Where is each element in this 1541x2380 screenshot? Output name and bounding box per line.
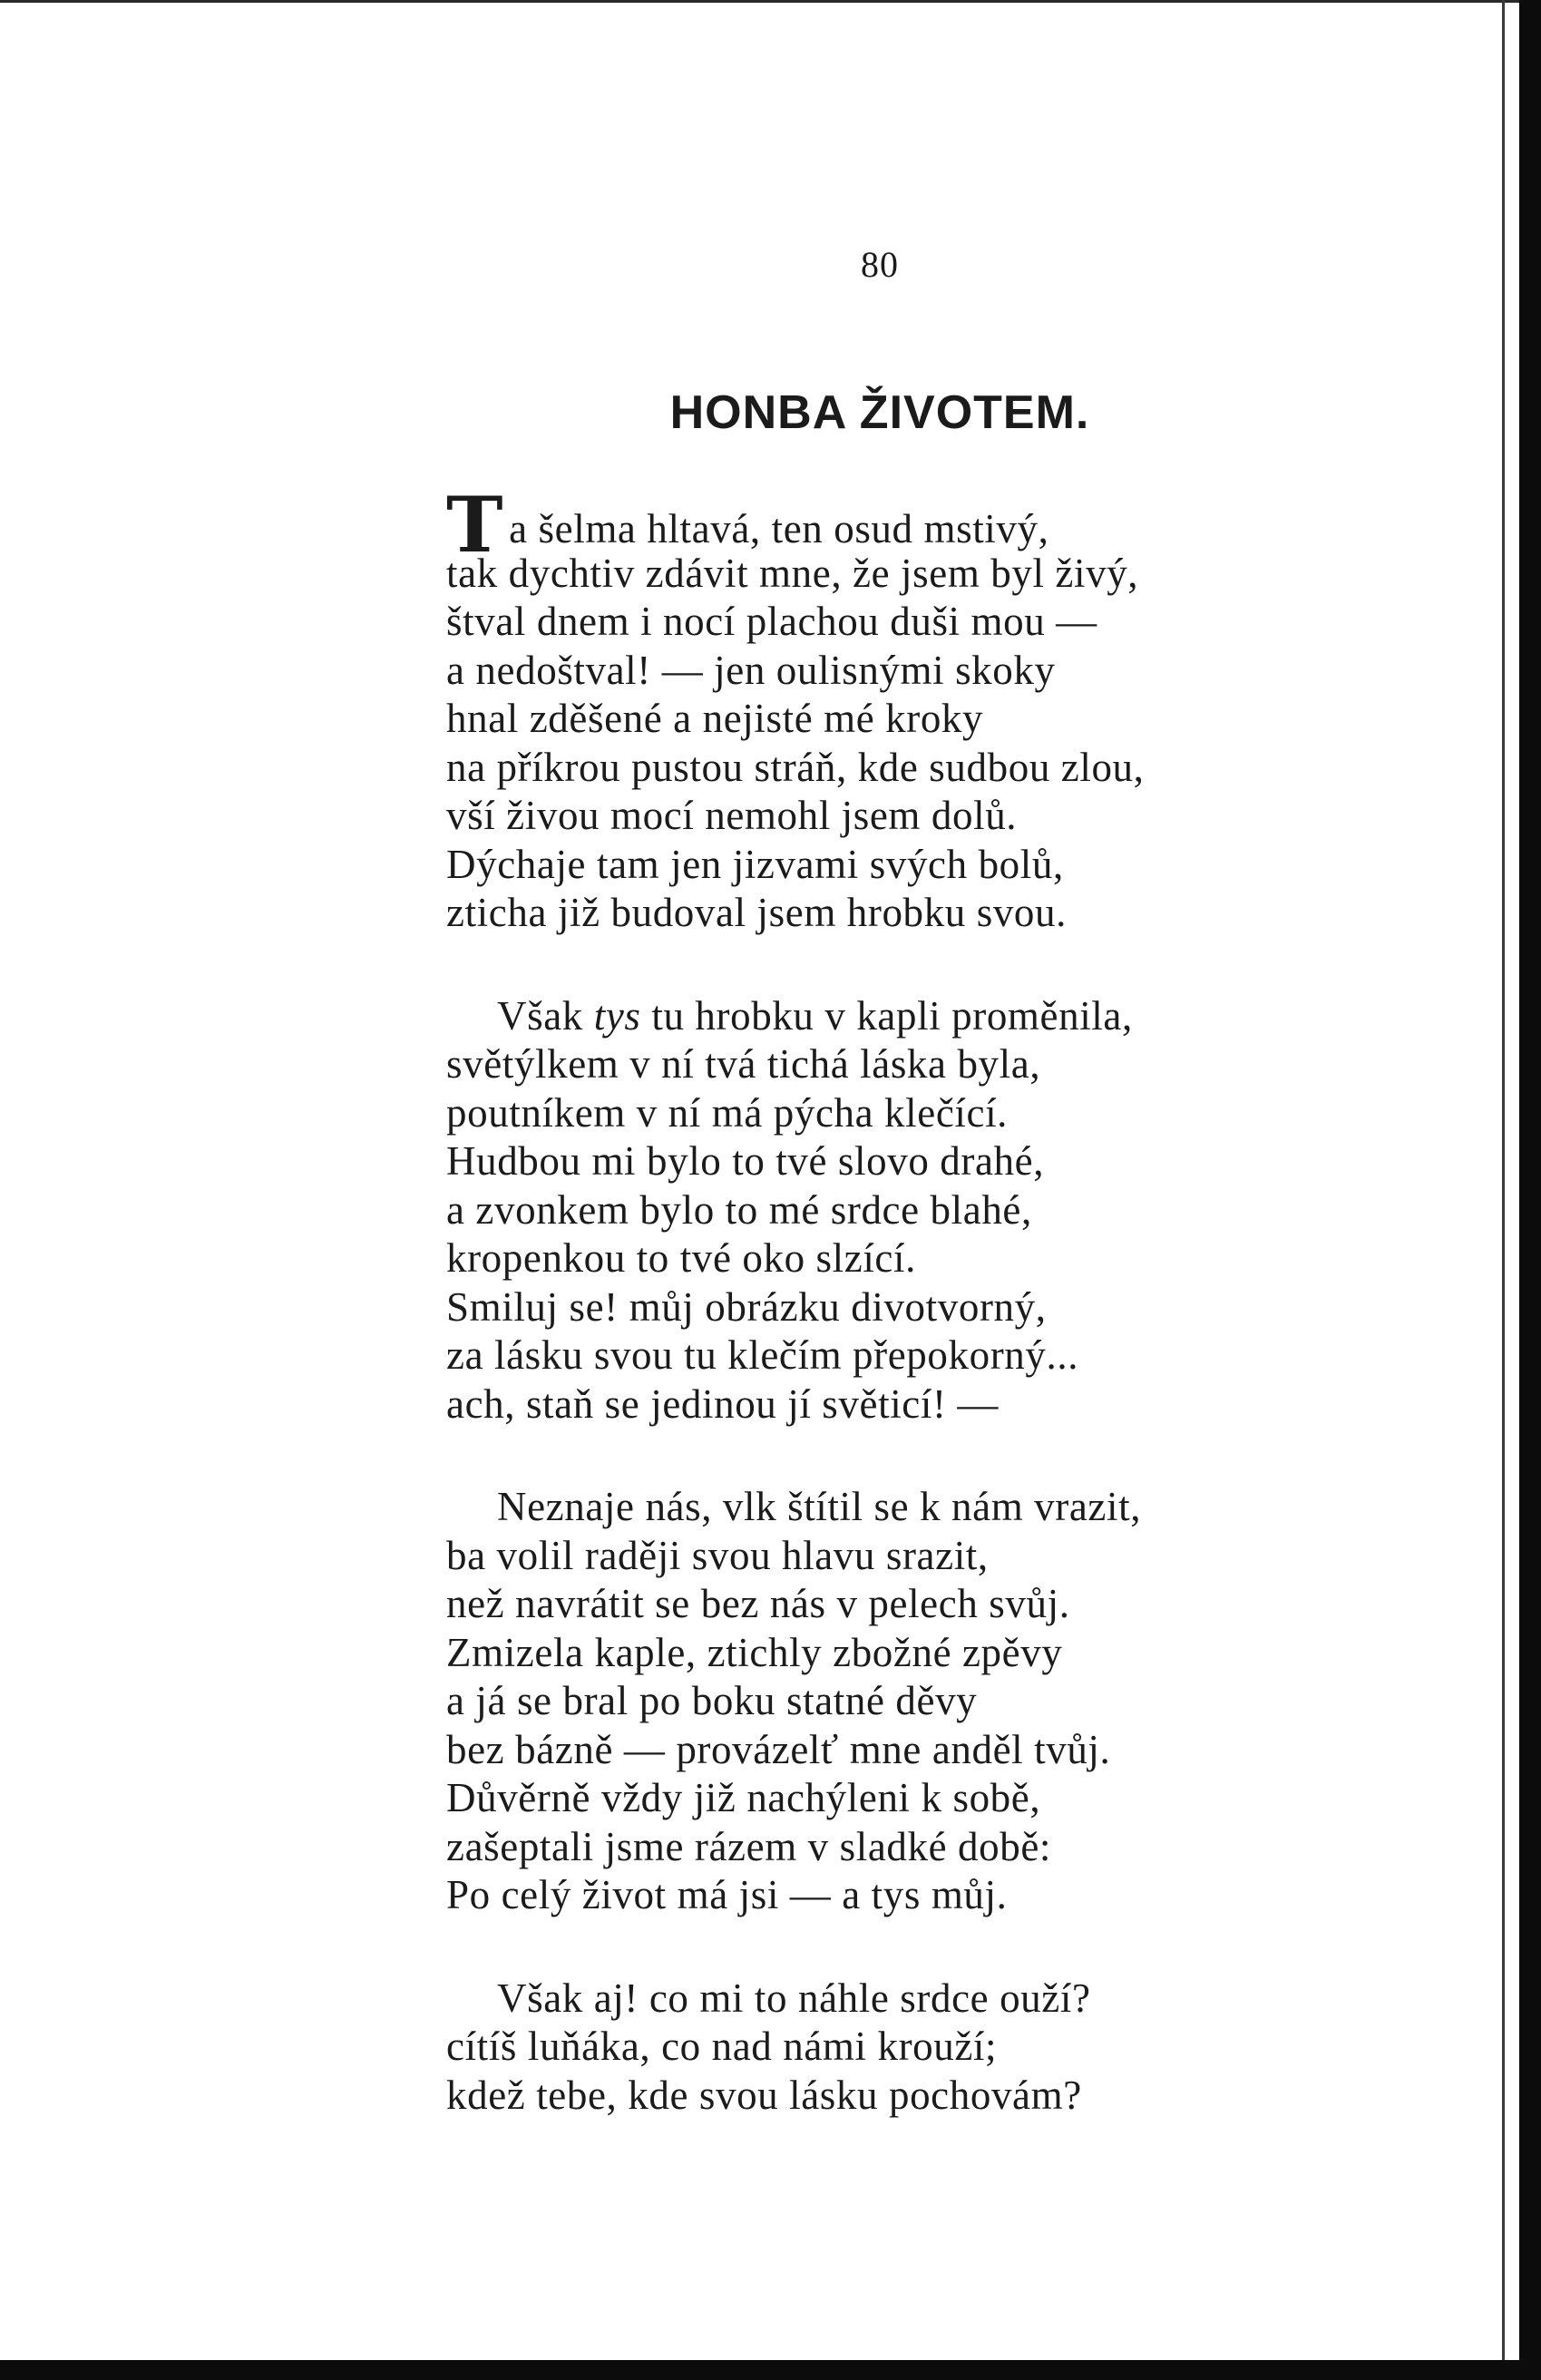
poem-line: zašeptali jsme rázem v sladké době: xyxy=(446,1823,1051,1869)
poem-line-text: tu hrobku v kapli proměnila, xyxy=(640,992,1133,1039)
page-number: 80 xyxy=(861,244,899,285)
poem-line: zticha již budoval jsem hrobku svou. xyxy=(446,890,1067,935)
emphasized-word: tys xyxy=(593,992,641,1039)
poem-line: cítíš luňáka, co nad námi krouží; xyxy=(446,2024,998,2069)
scan-border-bottom xyxy=(0,2360,1541,2380)
poem-line-text: Však xyxy=(497,992,594,1039)
poem-line: ach, staň se jedinou jí světicí! — xyxy=(446,1380,1000,1427)
poem-line: ba volil raději svou hlavu srazit, xyxy=(446,1532,989,1578)
stanza-1 xyxy=(446,480,1353,938)
poem-line: kropenkou to tvé oko slzící. xyxy=(446,1235,916,1281)
poem-line: Hudbou mi bylo to tvé slovo drahé, xyxy=(446,1138,1045,1184)
poem-line: Po celý život má jsi — a tys můj. xyxy=(446,1872,1008,1917)
poem-line: hnal zděšené a nejisté mé kroky xyxy=(446,696,984,741)
poem-line: Zmizela kaple, ztichly zbožné zpěvy xyxy=(446,1629,1063,1675)
poem-line: Neznaje nás, vlk štítil se k nám vrazit, xyxy=(497,1484,1142,1529)
poem-line: na příkrou pustou stráň, kde sudbou zlou, xyxy=(446,744,1145,790)
stanza-2 xyxy=(446,992,1353,1429)
poem-line: štval dnem i nocí plachou duši mou — xyxy=(446,599,1097,644)
poem-line: světýlkem v ní tvá tichá láska byla, xyxy=(446,1041,1041,1087)
poem-line: poutníkem v ní má pýcha klečící. xyxy=(446,1089,1009,1136)
poem-line: a já se bral po boku statné děvy xyxy=(446,1678,978,1723)
stanza-4 xyxy=(446,1975,1353,2121)
poem-line: kdež tebe, kde svou lásku pochovám? xyxy=(446,2072,1082,2118)
poem-line: Smiluj se! můj obrázku divotvorný, xyxy=(446,1283,1047,1330)
scan-border-right xyxy=(1519,0,1541,2380)
poem-line: Však aj! co mi to náhle srdce ouží? xyxy=(497,1975,1091,2021)
poem-line: Dýchaje tam jen jizvami svých bolů, xyxy=(446,841,1064,887)
poem-line: a nedoštval! — jen oulisnými skoky xyxy=(446,647,1056,693)
poem-title: HONBA ŽIVOTEM. xyxy=(669,386,1090,439)
poem-line-text: a šelma hltavá, ten osud mstivý, xyxy=(509,506,1049,551)
stanza-3 xyxy=(446,1483,1353,1920)
poem-line: tak dychtiv zdávit mne, že jsem byl živý, xyxy=(446,550,1139,596)
scan-border-top xyxy=(0,0,1541,3)
poem-line: a zvonkem bylo to mé srdce blahé, xyxy=(446,1186,1032,1233)
scan-inner-rule xyxy=(1502,0,1505,2360)
poem-line: za lásku svou tu klečím přepokorný... xyxy=(446,1332,1079,1378)
poem-line xyxy=(446,992,1353,1041)
poem-body xyxy=(446,480,1353,2174)
poem-line: Důvěrně vždy již nachýleni k sobě, xyxy=(446,1775,1041,1820)
poem-line: bez bázně — provázelť mne anděl tvůj. xyxy=(446,1726,1111,1772)
poem-line: vší živou mocí nemohl jsem dolů. xyxy=(446,793,1018,838)
poem-line: než navrátit se bez nás v pelech svůj. xyxy=(446,1581,1070,1626)
drop-cap: T xyxy=(446,480,504,570)
poem-line xyxy=(446,480,1353,570)
